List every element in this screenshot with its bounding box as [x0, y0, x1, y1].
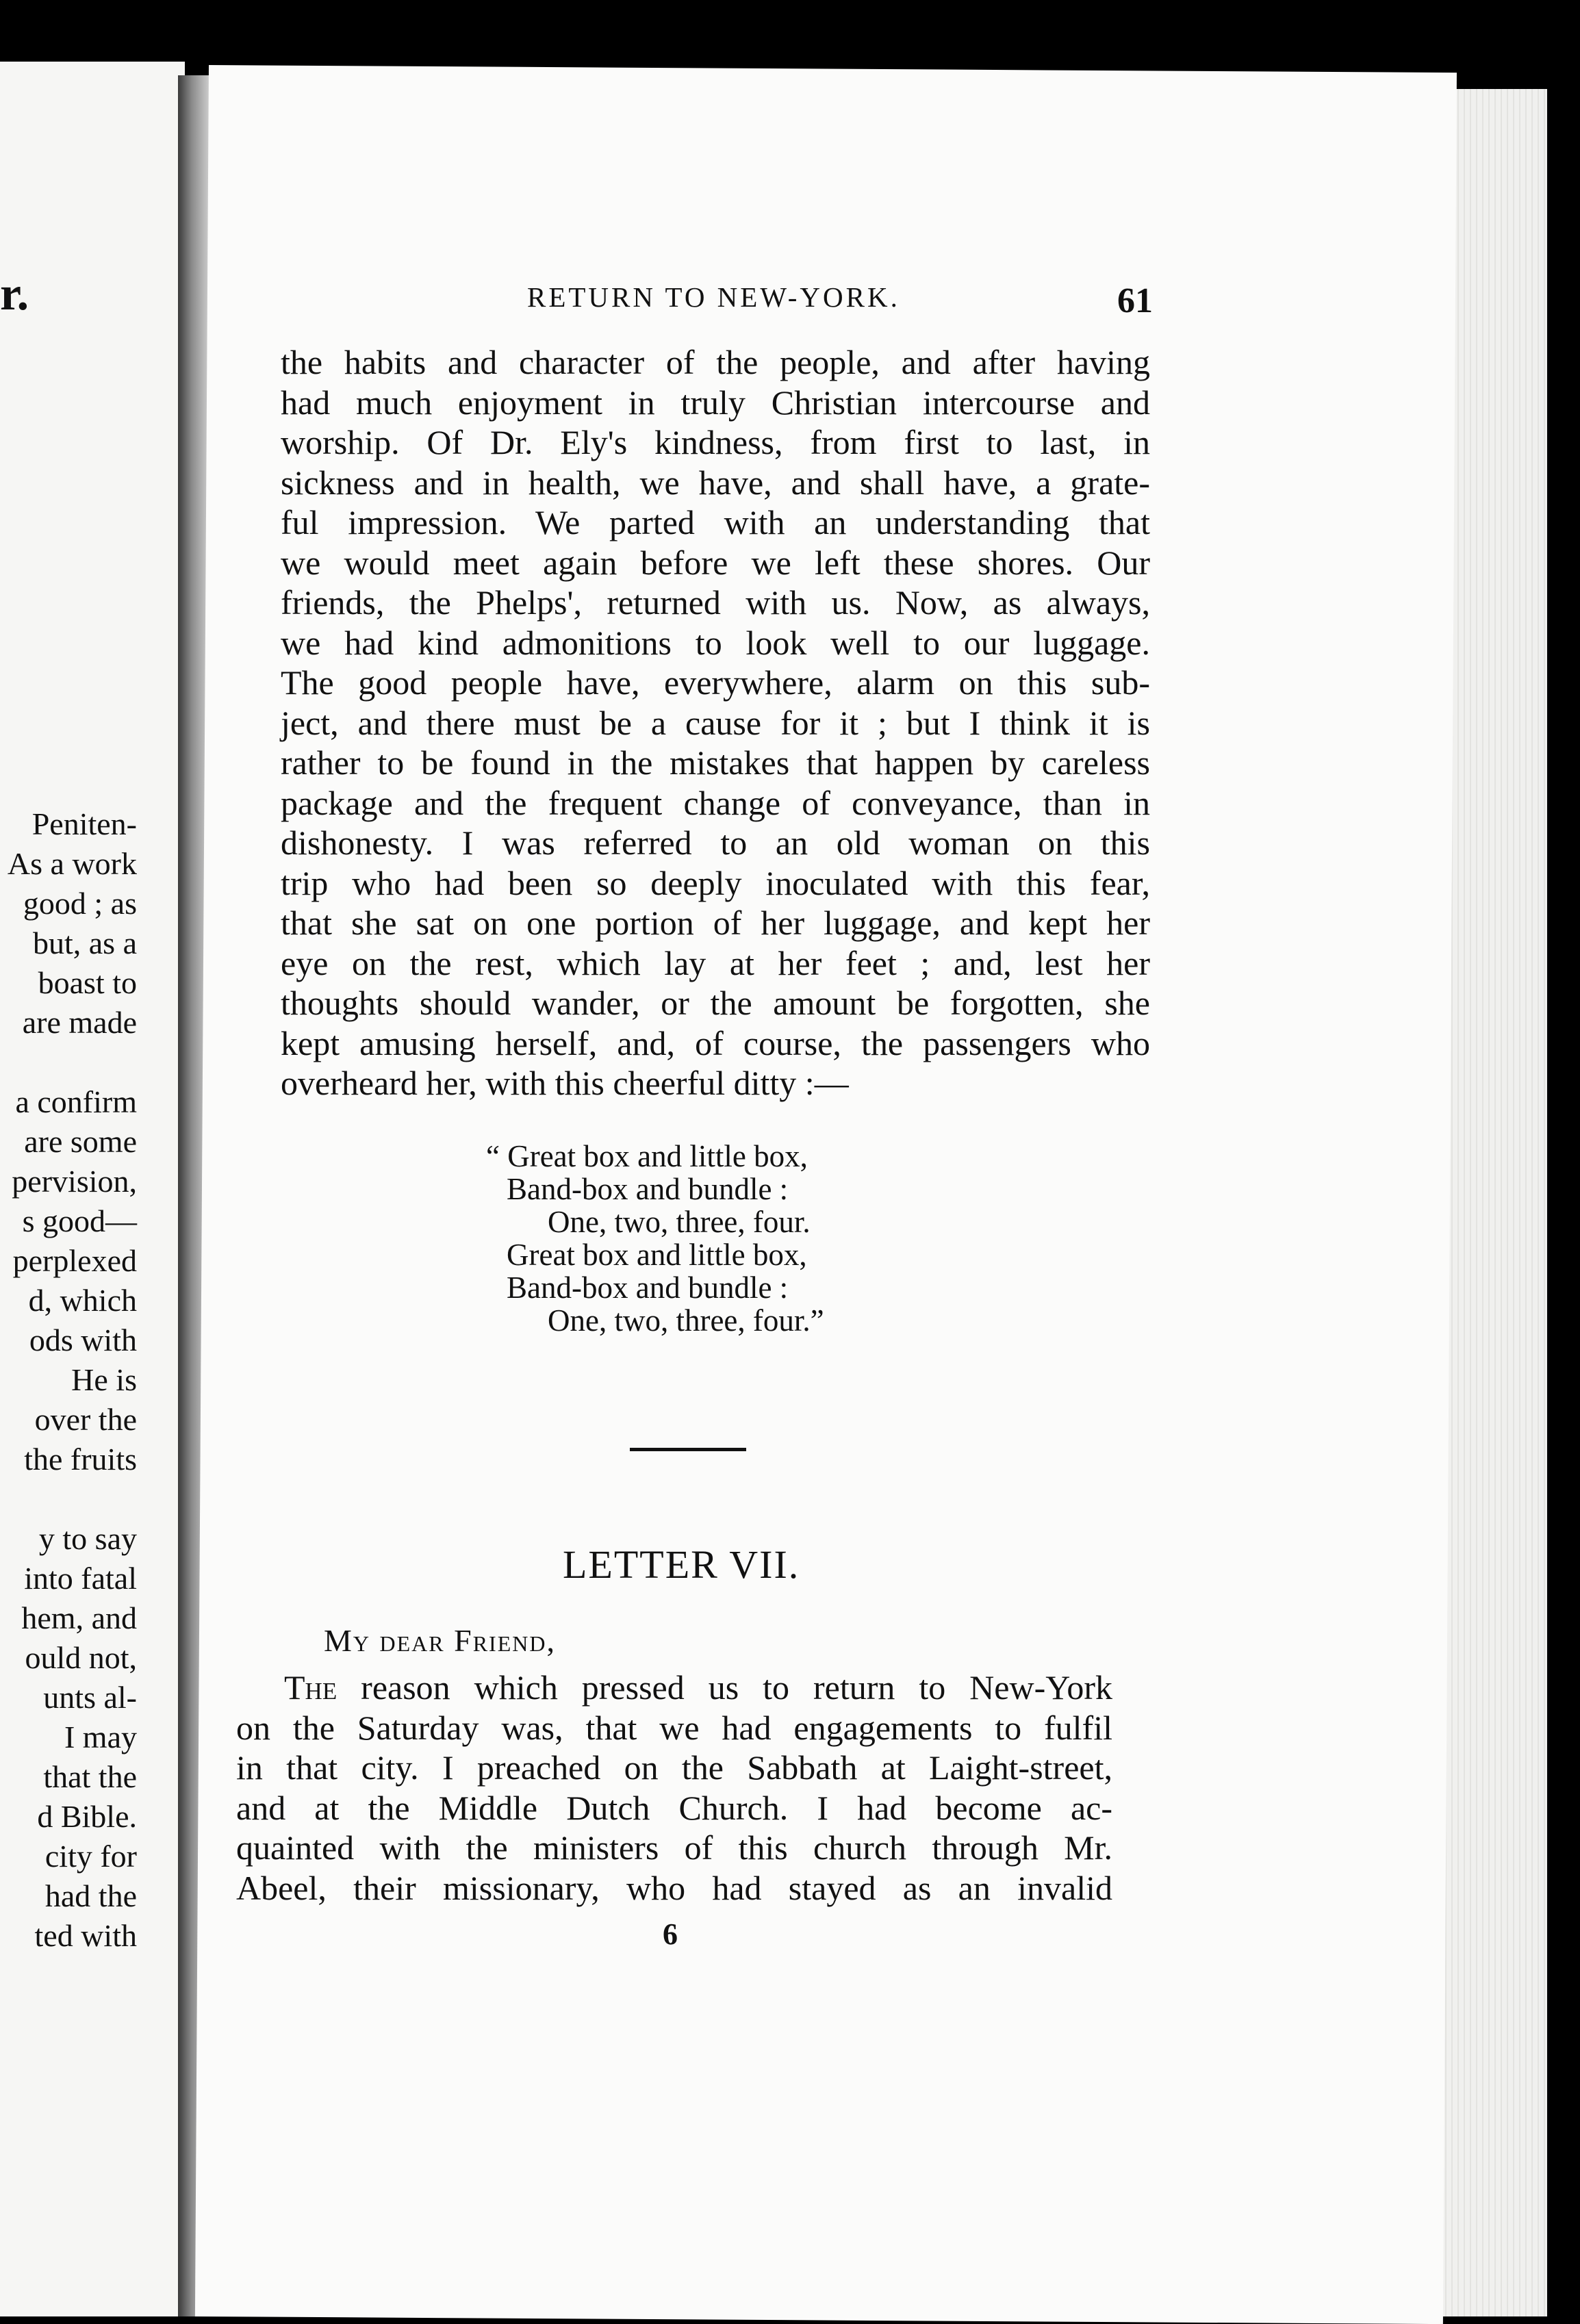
left-page-line: pervision,: [12, 1164, 137, 1199]
paragraph-line: eye on the rest, which lay at her feet ; and, lest her: [281, 943, 1150, 982]
paragraph-line: thoughts should wander, or the amount be forgotten, she: [281, 984, 1150, 1022]
left-page-line: hem, and: [21, 1600, 137, 1635]
paragraph-line: had much enjoyment in truly Christian intercourse and: [281, 383, 1150, 422]
paragraph-line: worship. Of Dr. Ely's kindness, from first to last, in: [281, 423, 1150, 461]
section-divider: [630, 1448, 746, 1451]
left-page-line: y to say: [38, 1521, 137, 1556]
paragraph-line: rather to be found in the mistakes that happen by careless: [281, 743, 1150, 782]
letter-line: Abeel, their missionary, who had stayed as an invalid: [236, 1868, 1112, 1907]
left-page-line: boast to: [38, 965, 137, 1000]
paragraph-line: the habits and character of the people, and after having: [281, 343, 1150, 381]
verse-line: “ Great box and little box,: [486, 1139, 808, 1173]
letter-line: in that city. I preached on the Sabbath at Laight-street,: [236, 1748, 1112, 1787]
left-page-line: but, as a: [32, 925, 137, 960]
letter-first-word: The: [284, 1668, 337, 1707]
letter-line: and at the Middle Dutch Church. I had become ac-: [236, 1788, 1112, 1827]
left-page-line: the fruits: [24, 1442, 137, 1477]
left-page-line: [8, 1479, 137, 1519]
paragraph-line: package and the frequent change of conveyance, than in: [281, 783, 1150, 822]
verse-line: Band-box and bundle :: [507, 1172, 789, 1206]
paragraph-line: overheard her, with this cheerful ditty :—: [281, 1064, 849, 1102]
paragraph-line: ject, and there must be a cause for it ; but I think it is: [281, 703, 1150, 742]
left-page-line: Peniten-: [31, 806, 137, 841]
left-page-line: ods with: [29, 1323, 137, 1357]
left-page-line: a confirm: [15, 1084, 137, 1119]
paragraph-line: friends, the Phelps', returned with us. Now, as always,: [281, 583, 1150, 622]
left-page-line: ted with: [34, 1918, 137, 1953]
left-page-line: ould not,: [25, 1640, 137, 1675]
page-number: 61: [1117, 281, 1153, 320]
paragraph-line: that she sat on one portion of her luggage, and kept her: [281, 904, 1150, 942]
paragraph-line: The good people have, everywhere, alarm on this sub-: [281, 663, 1150, 702]
letter-line: [236, 1668, 1112, 1708]
left-page-line: He is: [71, 1362, 137, 1397]
left-page-line: are some: [24, 1124, 137, 1159]
left-page-line: are made: [22, 1005, 137, 1040]
left-page-line: over the: [34, 1402, 137, 1437]
left-page-text-fragments: [8, 804, 137, 1956]
left-page-line: perplexed: [12, 1243, 137, 1278]
left-page-line: city for: [44, 1839, 137, 1874]
paragraph-line: sickness and in health, we have, and shall have, a grate-: [281, 463, 1150, 502]
left-page-line: had the: [44, 1878, 137, 1913]
paragraph-line: trip who had been so deeply inoculated with this fear,: [281, 863, 1150, 902]
letter-heading: LETTER VII.: [563, 1542, 800, 1587]
paragraph-line: ful impression. We parted with an understanding that: [281, 503, 1150, 541]
left-page-line: good ; as: [23, 886, 137, 921]
left-page-line: that the: [43, 1759, 137, 1794]
verse-line: One, two, three, four.”: [548, 1303, 824, 1338]
running-head: RETURN TO NEW-YORK.: [527, 281, 900, 313]
paragraph-line: dishonesty. I was referred to an old woman on this: [281, 823, 1150, 862]
left-page-line: I may: [64, 1720, 137, 1754]
paragraph-line: kept amusing herself, and, of course, the passengers who: [281, 1023, 1150, 1062]
left-page-fragment-mark: r.: [0, 268, 29, 320]
letter-line: on the Saturday was, that we had engagements to fulfil: [236, 1708, 1112, 1747]
left-page-line: s good—: [22, 1203, 137, 1238]
paragraph-line: we would meet again before we left these shores. Our: [281, 543, 1150, 582]
left-page-line: [8, 1043, 137, 1082]
left-page: [0, 62, 185, 2316]
verse-line: One, two, three, four.: [548, 1205, 811, 1239]
left-page-line: unts al-: [43, 1680, 137, 1715]
left-page-line: into fatal: [24, 1561, 137, 1596]
paragraph-line: we had kind admonitions to look well to our luggage.: [281, 623, 1150, 662]
verse-line: Great box and little box,: [507, 1238, 807, 1272]
left-page-line: d, which: [28, 1283, 137, 1318]
left-page-line: d Bible.: [37, 1799, 137, 1834]
signature-mark: 6: [663, 1917, 678, 1951]
verse: [486, 1140, 824, 1337]
letter-line: quainted with the ministers of this church through Mr.: [236, 1828, 1112, 1867]
letter-paragraph: [236, 1668, 1112, 1908]
salutation: My dear Friend,: [324, 1623, 556, 1658]
letter-line-text: reason which pressed us to return to New-York: [337, 1668, 1112, 1707]
paragraph: [281, 342, 1150, 1103]
verse-line: Band-box and bundle :: [507, 1270, 789, 1305]
left-page-line: As a work: [7, 846, 137, 881]
